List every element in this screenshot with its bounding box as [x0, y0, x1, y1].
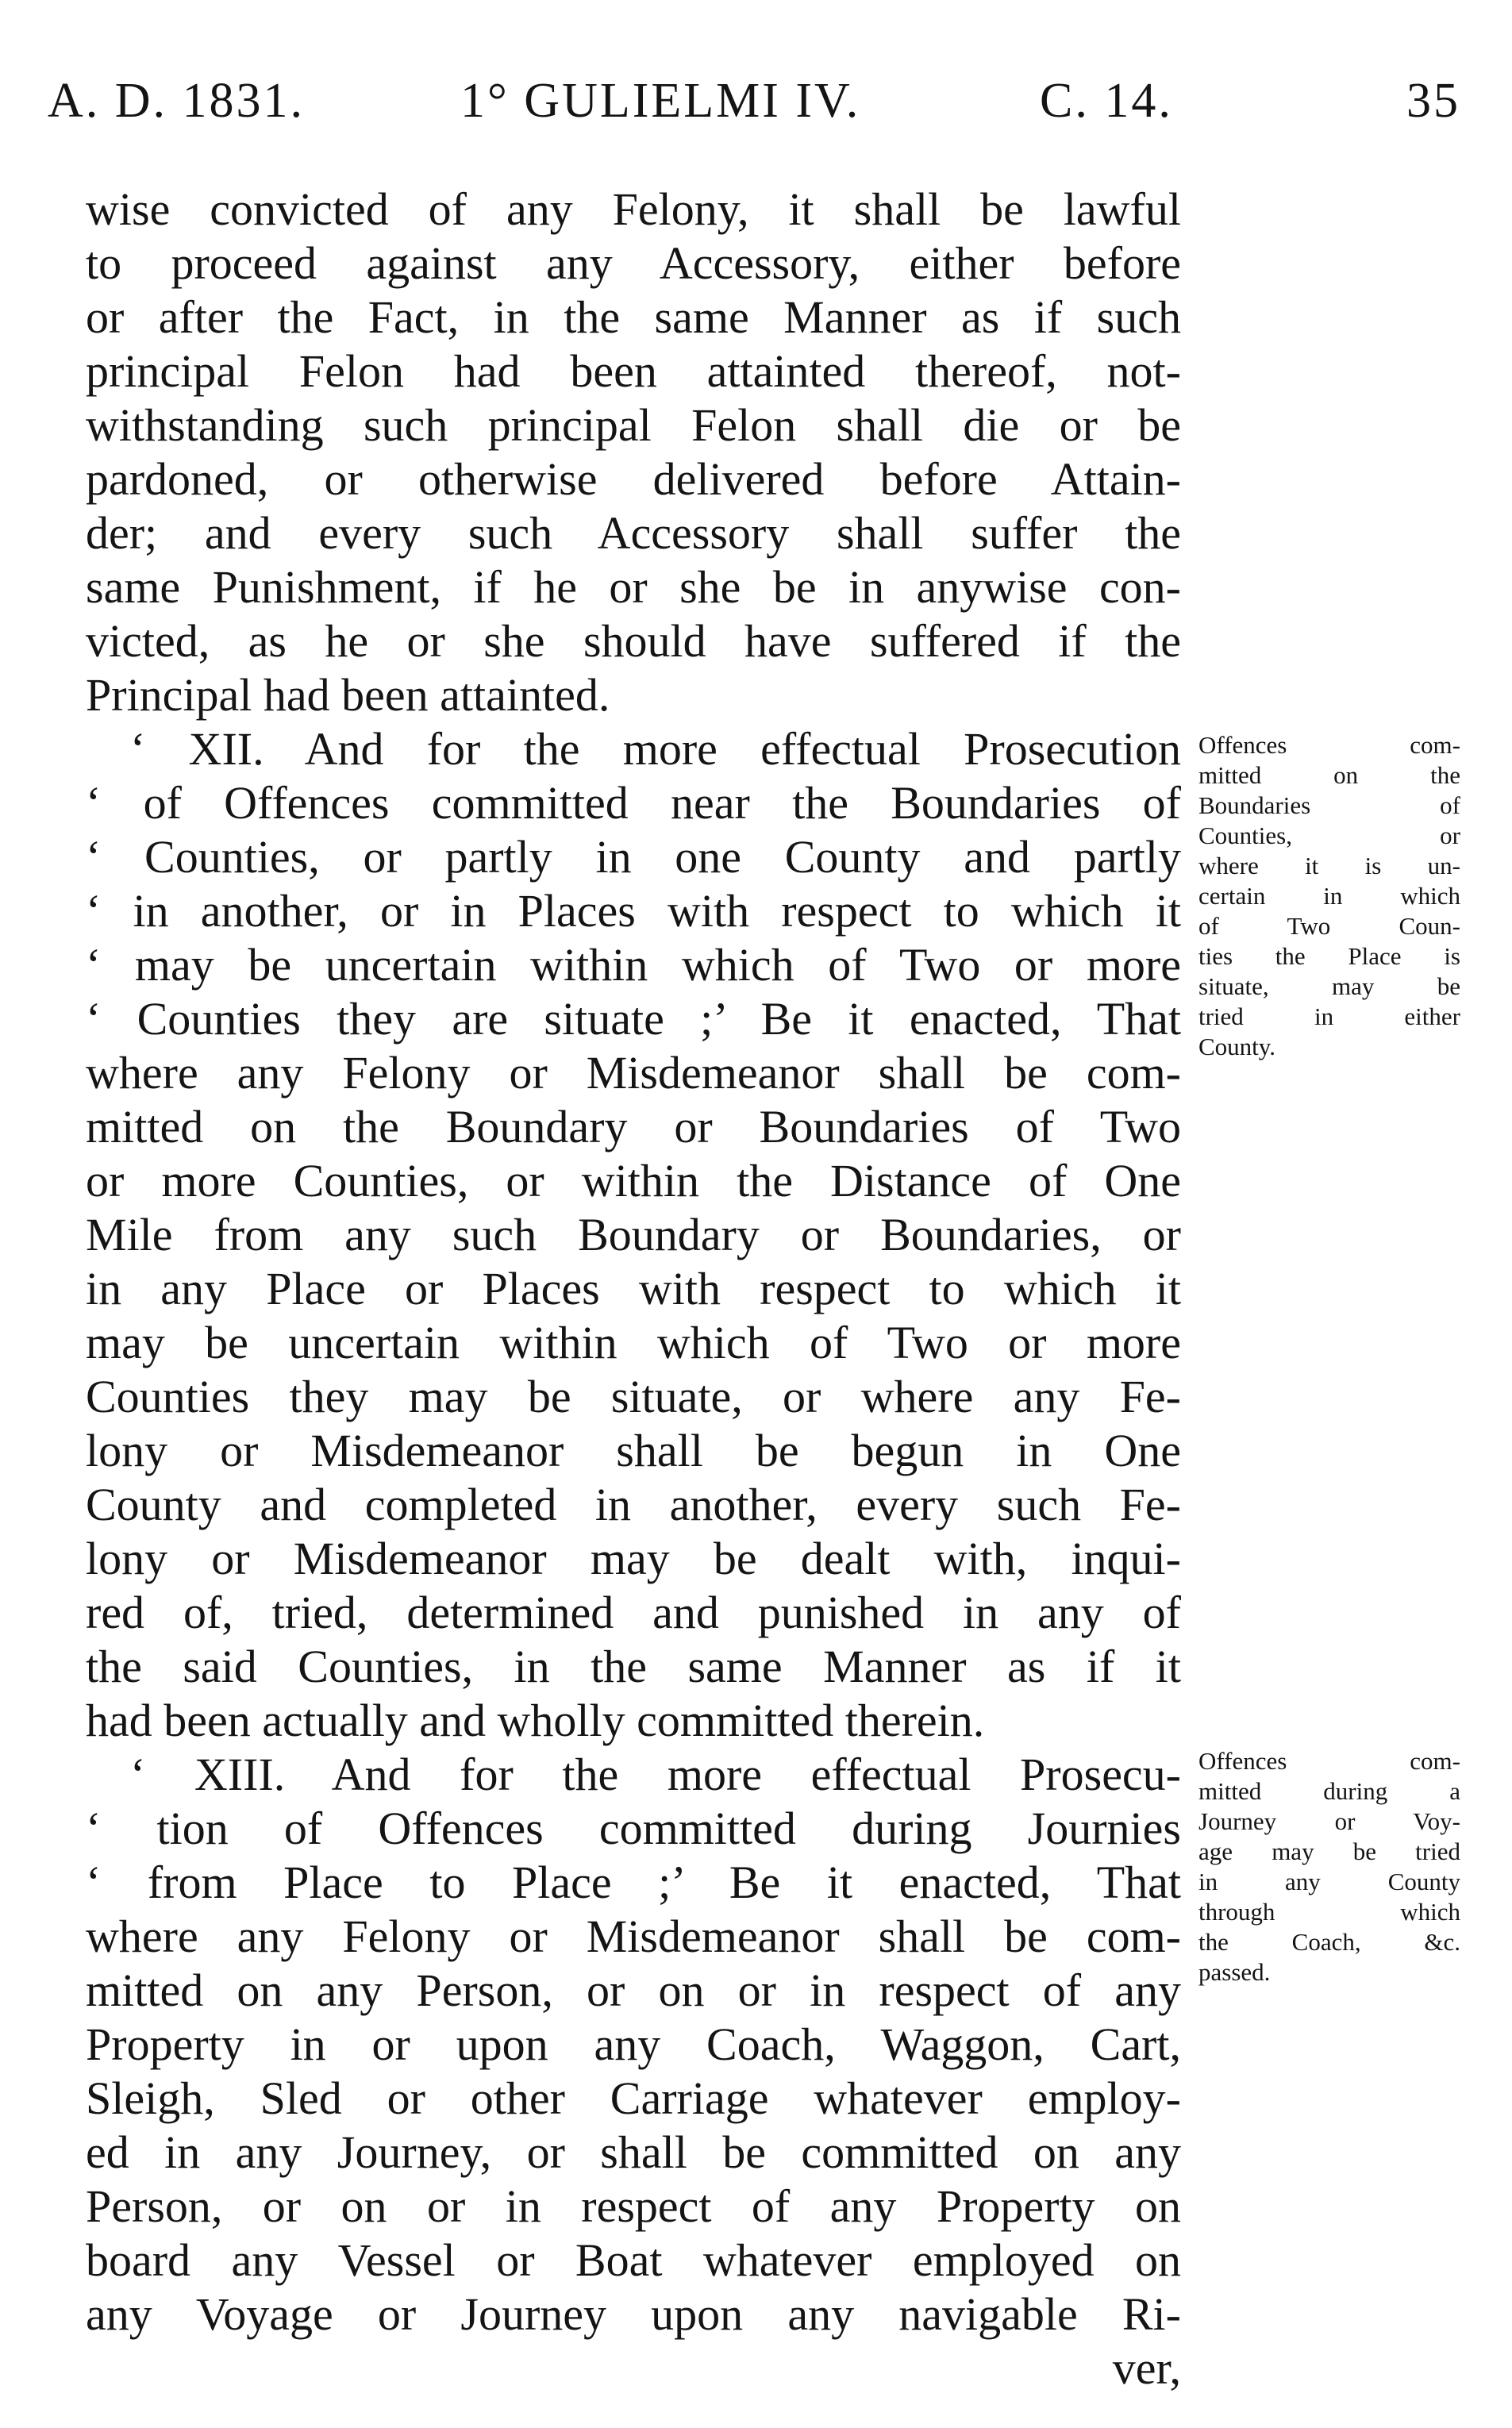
body-line: Property in or upon any Coach, Waggon, Cart, — [86, 2018, 1181, 2070]
body-line: in any Place or Places with respect to which it — [86, 1263, 1181, 1314]
body-line: ‘ Counties, or partly in one County and partly — [86, 831, 1181, 883]
body-line: Sleigh, Sled or other Carriage whatever employ- — [86, 2072, 1181, 2124]
body-line: lony or Misdemeanor shall be begun in One — [86, 1425, 1181, 1476]
section-xiii-start: ‘ XIII. And for the more effectual Prosecu- — [130, 1749, 1181, 1800]
header-chapter: C. 14. — [1040, 74, 1173, 128]
margin-note-line: mitted during a — [1198, 1777, 1460, 1805]
margin-note-line: Offences com- — [1198, 731, 1460, 759]
header-year: A. D. 1831. — [48, 74, 306, 128]
margin-note-line: mitted on the — [1198, 761, 1460, 789]
margin-note-line: ties the Place is — [1198, 942, 1460, 970]
page-number: 35 — [1406, 74, 1460, 128]
margin-note-line: Journey or Voy- — [1198, 1807, 1460, 1835]
body-line: ‘ Counties they are situate ;’ Be it enacted, That — [86, 993, 1181, 1045]
margin-note-journeys — [1198, 1746, 1460, 1987]
body-line: Counties they may be situate, or where any Fe- — [86, 1371, 1181, 1422]
margin-note-line: the Coach, &c. — [1198, 1928, 1460, 1956]
body-line: any Voyage or Journey upon any navigable Ri- — [86, 2288, 1181, 2340]
body-line: mitted on the Boundary or Boundaries of Two — [86, 1101, 1181, 1152]
margin-note-line: age may be tried — [1198, 1837, 1460, 1865]
body-line: or more Counties, or within the Distance of One — [86, 1155, 1181, 1206]
margin-note-line: Offences com- — [1198, 1747, 1460, 1775]
section-xii-start: ‘ XII. And for the more effectual Prosecution — [130, 723, 1181, 775]
body-line: lony or Misdemeanor may be dealt with, inqui- — [86, 1533, 1181, 1584]
body-line: pardoned, or otherwise delivered before Attain- — [86, 453, 1181, 505]
margin-note-line: through which — [1198, 1898, 1460, 1926]
body-line: same Punishment, if he or she be in anywise con- — [86, 561, 1181, 613]
body-line: ‘ in another, or in Places with respect to which it — [86, 885, 1181, 937]
body-line: ed in any Journey, or shall be committed on any — [86, 2126, 1181, 2178]
body-line: had been actually and wholly committed therein. — [86, 1695, 985, 1746]
main-text-column — [86, 183, 1181, 2395]
body-line: to proceed against any Accessory, either before — [86, 237, 1181, 289]
header-title: 1° GULIELMI IV. — [460, 74, 861, 128]
body-line: mitted on any Person, or on or in respect of any — [86, 1964, 1181, 2016]
margin-note-line: where it is un- — [1198, 852, 1460, 879]
margin-note-line: passed. — [1198, 1958, 1271, 1986]
margin-note-line: certain in which — [1198, 882, 1460, 910]
body-line: County and completed in another, every such Fe- — [86, 1479, 1181, 1530]
body-line: Person, or on or in respect of any Property on — [86, 2180, 1181, 2232]
margin-note-line: in any County — [1198, 1868, 1460, 1895]
body-line: principal Felon had been attainted thereof, not- — [86, 345, 1181, 397]
body-line: red of, tried, determined and punished in any of — [86, 1587, 1181, 1638]
body-line: where any Felony or Misdemeanor shall be com- — [86, 1047, 1181, 1099]
body-line: the said Counties, in the same Manner as if it — [86, 1641, 1181, 1692]
margin-note-line: Counties, or — [1198, 822, 1460, 849]
body-line: wise convicted of any Felony, it shall be lawful — [86, 183, 1181, 235]
body-line: ‘ may be uncertain within which of Two or more — [86, 939, 1181, 991]
body-line: may be uncertain within which of Two or more — [86, 1317, 1181, 1368]
margin-note-line: County. — [1198, 1033, 1276, 1060]
margin-note-line: Boundaries of — [1198, 791, 1460, 819]
body-line: ‘ of Offences committed near the Boundaries of — [86, 777, 1181, 829]
body-line: victed, as he or she should have suffered if the — [86, 615, 1181, 667]
body-line: board any Vessel or Boat whatever employed on — [86, 2234, 1181, 2286]
body-line: ‘ from Place to Place ;’ Be it enacted, That — [86, 1857, 1181, 1908]
body-line: Principal had been attainted. — [86, 669, 610, 721]
running-header — [48, 73, 1460, 137]
body-line: where any Felony or Misdemeanor shall be com- — [86, 1910, 1181, 1962]
margin-note-boundaries — [1198, 730, 1460, 1062]
margin-note-line: tried in either — [1198, 1002, 1460, 1030]
body-line: or after the Fact, in the same Manner as if such — [86, 291, 1181, 343]
body-line: der; and every such Accessory shall suffer the — [86, 507, 1181, 559]
body-line: withstanding such principal Felon shall die or be — [86, 399, 1181, 451]
body-line: Mile from any such Boundary or Boundaries, or — [86, 1209, 1181, 1260]
margin-note-line: of Two Coun- — [1198, 912, 1460, 940]
margin-note-line: situate, may be — [1198, 972, 1460, 1000]
catchword: ver, — [1112, 2342, 1181, 2394]
body-line: ‘ tion of Offences committed during Journies — [86, 1803, 1181, 1854]
